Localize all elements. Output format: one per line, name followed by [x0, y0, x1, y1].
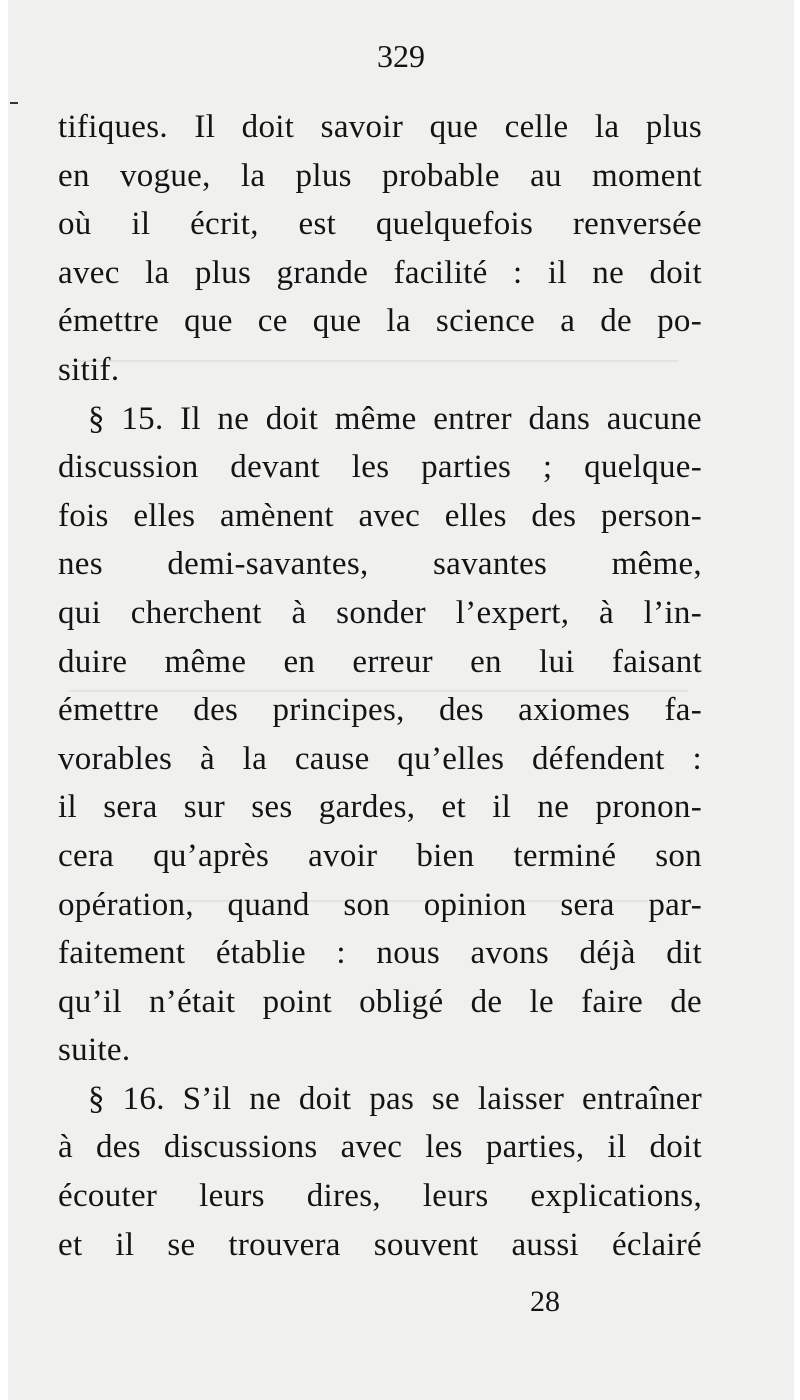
- page-number: 329: [377, 38, 425, 74]
- text-line: duire même en erreur en lui faisant: [58, 643, 702, 680]
- text-line: tifiques. Il doit savoir que celle la plus: [58, 109, 702, 145]
- scan-edge: [0, 0, 8, 1400]
- text-line: et il se trouvera souvent aussi éclairé: [58, 1226, 702, 1263]
- text-line: nes demi-savantes, savantes même,: [58, 546, 702, 583]
- text-line: avec la plus grande facilité : il ne doit: [58, 254, 702, 291]
- signature-mark: 28: [530, 1285, 560, 1318]
- text-line: écouter leurs dires, leurs explications,: [58, 1178, 702, 1215]
- text-line: suite.: [58, 1032, 131, 1069]
- book-page: [8, 0, 794, 1400]
- margin-mark: [10, 102, 18, 104]
- text-line: où il écrit, est quelquefois renversée: [58, 206, 702, 243]
- text-line: émettre que ce que la science a de po-: [58, 303, 702, 340]
- text-line: émettre des principes, des axiomes fa-: [58, 692, 702, 729]
- section-16-heading-line: § 16. S’il ne doit pas se laisser entraîner: [88, 1080, 702, 1117]
- body-text: [58, 103, 702, 1269]
- text-line: à des discussions avec les parties, il doit: [58, 1129, 702, 1166]
- text-line: vorables à la cause qu’elles défendent :: [58, 740, 702, 777]
- text-line: fois elles amènent avec elles des person-: [58, 497, 702, 534]
- text-line: faitement établie : nous avons déjà dit: [58, 935, 702, 972]
- text-line: en vogue, la plus probable au moment: [58, 157, 702, 194]
- text-line: sitif.: [58, 351, 120, 388]
- text-line: il sera sur ses gardes, et il ne pronon-: [58, 789, 702, 826]
- section-15-heading-line: § 15. Il ne doit même entrer dans aucune: [88, 400, 702, 437]
- text-line: qui cherchent à sonder l’expert, à l’in-: [58, 594, 702, 631]
- text-line: opération, quand son opinion sera par-: [58, 886, 702, 923]
- text-line: qu’il n’était point obligé de le faire de: [58, 983, 702, 1020]
- text-line: cera qu’après avoir bien terminé son: [58, 837, 702, 874]
- text-line: discussion devant les parties ; quelque-: [58, 449, 702, 486]
